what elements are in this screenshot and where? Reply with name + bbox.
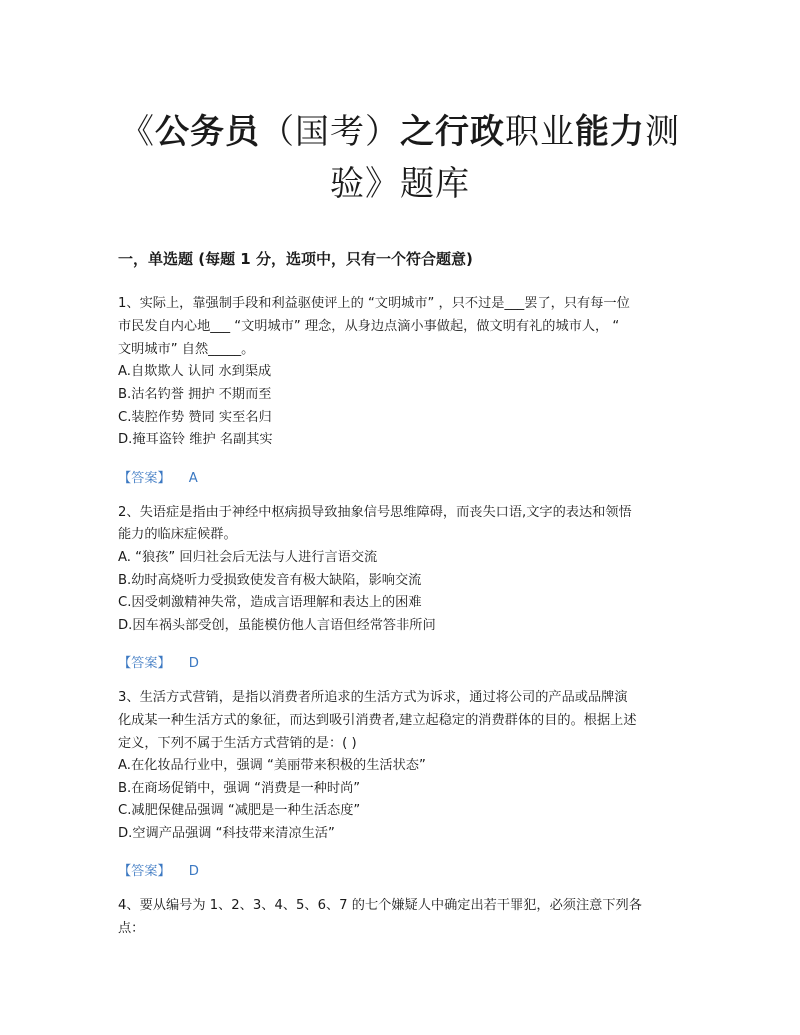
question-3-option-d: D.空调产品强调 “科技带来清凉生活”	[118, 826, 335, 841]
question-3-option-a: A.在化妆品行业中，强调 “美丽带来积极的生活状态”	[118, 758, 426, 773]
question-2-option-a: A. “狼孩” 回归社会后无法与人进行言语交流	[118, 550, 378, 565]
question-1-line-1: 1、实际上，靠强制手段和利益驱使评上的 “文明城市” ，只不过是___罢了，只有每一位	[118, 296, 630, 311]
question-1-option-c: C.装腔作势 赞同 实至名归	[118, 410, 272, 425]
answer-label: 【答案】	[118, 656, 171, 671]
question-1-option-b: B.沽名钓誉 拥护 不期而至	[118, 387, 272, 402]
question-3-answer	[118, 860, 199, 879]
question-2-answer	[118, 652, 199, 671]
answer-value: D	[188, 864, 199, 879]
question-3-line-3: 定义，下列不属于生活方式营销的是：( )	[118, 736, 357, 751]
question-3-option-c: C.减肥保健品强调 “减肥是一种生活态度”	[118, 803, 361, 818]
title-line-1: 《公务员（国考）之行政职业能力测	[120, 112, 680, 152]
question-3-line-1: 3、生活方式营销，是指以消费者所追求的生活方式为诉求，通过将公司的产品或品牌演	[118, 690, 628, 705]
question-2-line-1: 2、失语症是指由于神经中枢病损导致抽象信号思维障碍，而丧失口语,文字的表达和领悟	[118, 505, 632, 520]
question-1-answer	[118, 467, 198, 486]
question-2-option-b: B.幼时高烧听力受损致使发音有极大缺陷，影响交流	[118, 573, 422, 588]
answer-value: D	[188, 656, 199, 671]
document-title	[60, 106, 740, 210]
answer-label: 【答案】	[118, 864, 171, 879]
question-2-line-2: 能力的临床症候群。	[118, 527, 237, 542]
answer-label: 【答案】	[118, 471, 171, 486]
question-1-line-3: 文明城市” 自然_____。	[118, 342, 255, 357]
question-3-line-2: 化成某一种生活方式的象征，而达到吸引消费者,建立起稳定的消费群体的目的。根据上述	[118, 713, 637, 728]
question-3-option-b: B.在商场促销中，强调 “消费是一种时尚”	[118, 781, 361, 796]
question-1-line-2: 市民发自内心地___ “文明城市” 理念，从身边点滴小事做起，做文明有礼的城市人， “	[118, 319, 620, 334]
section-heading: 一，单选题 (每题 1 分，选项中，只有一个符合题意)	[118, 250, 473, 268]
question-4-line-1: 4、要从编号为 1、2、3、4、5、6、7 的七个嫌疑人中确定出若干罪犯，必须注意下列各	[118, 898, 642, 913]
question-4-line-2: 点：	[118, 921, 145, 936]
title-line-2: 验》题库	[330, 164, 470, 204]
question-1-option-d: D.掩耳盗铃 维护 名副其实	[118, 432, 273, 447]
answer-value: A	[188, 471, 198, 486]
question-1-option-a: A.自欺欺人 认同 水到渠成	[118, 364, 272, 379]
question-2-option-d: D.因车祸头部受创，虽能模仿他人言语但经常答非所问	[118, 618, 436, 633]
question-2-option-c: C.因受刺激精神失常，造成言语理解和表达上的困难	[118, 595, 422, 610]
